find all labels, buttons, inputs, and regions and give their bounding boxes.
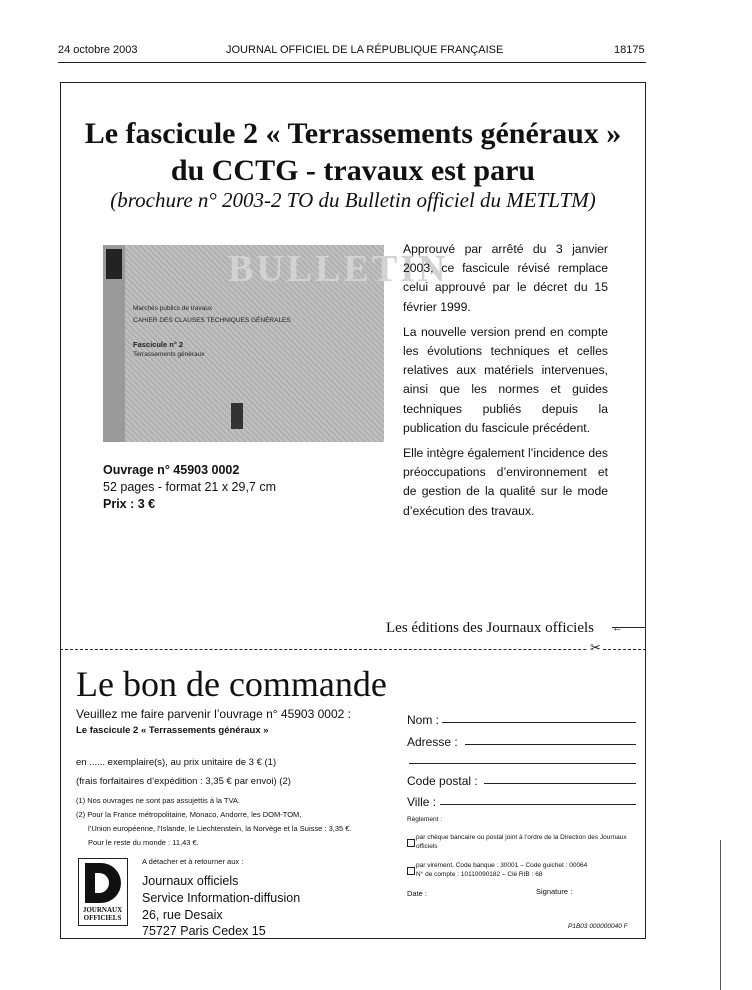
- code-postal-field[interactable]: [484, 783, 636, 784]
- cover-emblem: [106, 249, 122, 279]
- signature-label: Signature :: [536, 887, 573, 896]
- product-pages: 52 pages - format 21 x 29,7 cm: [103, 480, 277, 494]
- adresse-field-2[interactable]: [409, 763, 636, 764]
- description-paragraph-1: Approuvé par arrêté du 3 janvier 2003, ce fascicule révisé remplace celui approuvé par le décret du 15 février 1999.: [403, 242, 608, 314]
- form-reference: P1B03 000000040 F: [568, 923, 628, 930]
- header-journal-title: JOURNAL OFFICIEL DE LA RÉPUBLIQUE FRANÇAISE: [226, 44, 504, 56]
- arrow-left-icon: ←: [612, 622, 623, 634]
- cover-logo: [231, 403, 243, 429]
- address-line-3: 26, rue Desaix: [142, 908, 223, 922]
- brochure-cover-image: [103, 245, 449, 442]
- cover-line3: Fascicule n° 2: [133, 340, 184, 349]
- nom-label: Nom :: [407, 713, 440, 727]
- cut-line: [60, 649, 646, 650]
- virement-option-2: N° de compte : 10110090182 – Clé RIB : 68: [416, 871, 543, 878]
- header-rule: [58, 62, 646, 63]
- logo-text-2: OFFICIELS: [83, 914, 122, 922]
- order-note-2: (2) Pour la France métropolitaine, Monaco, Andorre, les DOM-TOM,: [76, 810, 302, 819]
- order-shipping: (frais forfaitaires d’expédition : 3,35 € par envoi) (2): [76, 776, 291, 787]
- order-note-2c: Pour le reste du monde : 11,43 €.: [88, 838, 199, 847]
- ville-label: Ville :: [407, 795, 437, 809]
- order-note-2b: l’Union européenne, l’Islande, le Liechtenstein, la Norvège et la Suisse : 3,35 €.: [88, 824, 352, 833]
- address-line-2: Service Information-diffusion: [142, 891, 301, 905]
- virement-option-1: par virement. Code banque : 30001 – Code guichet : 00064: [416, 862, 588, 869]
- order-note-1: (1) Nos ouvrages ne sont pas assujettis à la TVA.: [76, 796, 240, 805]
- code-postal-label: Code postal :: [407, 774, 478, 788]
- cover-bulletin-word: BULLETIN: [228, 248, 449, 290]
- header-date: 24 octobre 2003: [58, 44, 138, 56]
- ville-field[interactable]: [440, 804, 636, 805]
- cover-line4: Terrassements généraux: [133, 351, 205, 358]
- address-line-4: 75727 Paris Cedex 15: [142, 924, 266, 938]
- description-paragraph-3: Elle intègre également l’incidence des préoccupations d’environnement et de gestion de la qualité sur le mode d’exécution des travaux.: [403, 446, 608, 518]
- order-item: Le fascicule 2 « Terrassements généraux »: [76, 725, 269, 736]
- editions-line: Les éditions des Journaux officiels: [386, 620, 595, 636]
- announcement-title-line2: du CCTG - travaux est paru: [170, 154, 536, 187]
- order-request: Veuillez me faire parvenir l’ouvrage n° 45903 0002 :: [76, 707, 351, 721]
- announcement-title-line1: Le fascicule 2 « Terrassements généraux »: [84, 117, 622, 150]
- address-line-1: Journaux officiels: [142, 874, 239, 888]
- scissors-icon: ✂: [590, 640, 601, 655]
- detach-instruction: A détacher et à retourner aux :: [142, 857, 244, 866]
- logo-text-1: JOURNAUX: [82, 906, 123, 914]
- adresse-label: Adresse :: [407, 735, 458, 749]
- product-reference: Ouvrage n° 45903 0002: [103, 463, 240, 477]
- cover-line2: CAHIER DES CLAUSES TECHNIQUES GÉNÉRALES: [133, 317, 291, 324]
- journaux-officiels-logo: [78, 858, 128, 926]
- header-page-number: 18175: [614, 44, 645, 56]
- description-paragraph-2: La nouvelle version prend en compte les évolutions techniques et celles relatives aux matériels intervenues, ainsi que les normes et guides techniques publiés depuis la publication du fascicule précédent.: [403, 324, 608, 435]
- cheque-option: par chèque bancaire ou postal joint à l’ordre de la Direction des Journaux officiels: [416, 834, 627, 850]
- adresse-field[interactable]: [465, 744, 636, 745]
- order-heading: Le bon de commande: [76, 664, 387, 704]
- nom-field[interactable]: [442, 722, 636, 723]
- date-label: Date :: [407, 889, 428, 898]
- margin-scan-line: [720, 840, 721, 990]
- order-quantity-line[interactable]: en ...... exemplaire(s), au prix unitaire de 3 € (1): [76, 757, 277, 768]
- cover-line1: Marchés publics de travaux: [133, 305, 213, 312]
- product-price: Prix : 3 €: [103, 497, 156, 511]
- description-column: [403, 240, 608, 527]
- reglement-label: Règlement :: [407, 816, 443, 823]
- announcement-subtitle: (brochure n° 2003-2 TO du Bulletin officiel du METLTM): [110, 188, 596, 212]
